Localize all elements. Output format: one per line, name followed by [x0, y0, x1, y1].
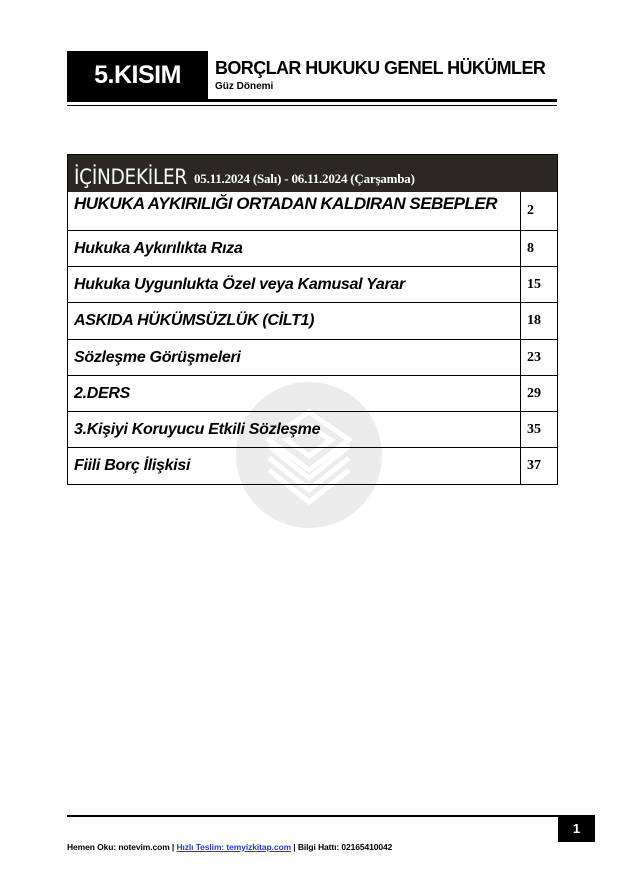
toc-entry-page: 29 [520, 376, 557, 411]
document-subtitle: Güz Dönemi [215, 81, 274, 92]
toc-entry-page: 18 [520, 303, 557, 339]
toc-entry-label: Hukuka Uygunlukta Özel veya Kamusal Yarar [74, 275, 405, 293]
footer-line [67, 842, 392, 852]
toc-entry[interactable] [68, 447, 557, 484]
toc-entry[interactable] [68, 266, 557, 302]
toc-entry[interactable] [68, 230, 557, 266]
toc-entry-page: 8 [520, 231, 557, 266]
toc-entry-label: Fiili Borç İlişkisi [74, 457, 191, 474]
toc-entry-label: 3.Kişiyi Koruyucu Etkili Sözleşme [74, 420, 321, 438]
footer-info-line: Bilgi Hattı: 02165410042 [297, 842, 393, 852]
table-of-contents [67, 154, 558, 485]
fast-delivery-link[interactable]: Hızlı Teslim: temyizkitap.com [176, 842, 292, 852]
section-label: 5.KISIM [67, 51, 208, 99]
header-divider [67, 99, 557, 102]
toc-entry[interactable] [68, 192, 557, 230]
toc-entry-page: 37 [520, 448, 557, 484]
toc-entry-label: Hukuka Aykırılıkta Rıza [74, 239, 243, 257]
footer-divider [67, 815, 558, 817]
toc-entry-label: 2.DERS [74, 384, 130, 402]
page-number: 1 [558, 815, 595, 842]
toc-entry-page: 2 [520, 192, 557, 230]
toc-header [68, 155, 557, 192]
toc-entry-page: 35 [520, 412, 557, 447]
footer-read-now: Hemen Oku: notevim.com [67, 842, 170, 852]
footer-separator: | [293, 842, 296, 852]
toc-entry-page: 15 [520, 267, 557, 302]
header-divider-thin [67, 105, 557, 106]
document-title: BORÇLAR HUKUKU GENEL HÜKÜMLER [215, 58, 546, 78]
toc-entry-label: Sözleşme Görüşmeleri [74, 348, 241, 366]
toc-entry-label: ASKIDA HÜKÜMSÜZLÜK (CİLT1) [74, 312, 315, 329]
toc-entry[interactable] [68, 375, 557, 411]
toc-date-range: 05.11.2024 (Salı) - 06.11.2024 (Çarşamba) [194, 171, 415, 186]
toc-entry[interactable] [68, 339, 557, 375]
toc-entry-label: HUKUKA AYKIRILIĞI ORTADAN KALDIRAN SEBEPLER [74, 194, 498, 213]
toc-title: İÇİNDEKİLER [74, 165, 188, 189]
toc-entry[interactable] [68, 302, 557, 339]
toc-entry-page: 23 [520, 340, 557, 375]
footer-separator: | [171, 842, 175, 852]
toc-entry[interactable] [68, 411, 557, 447]
